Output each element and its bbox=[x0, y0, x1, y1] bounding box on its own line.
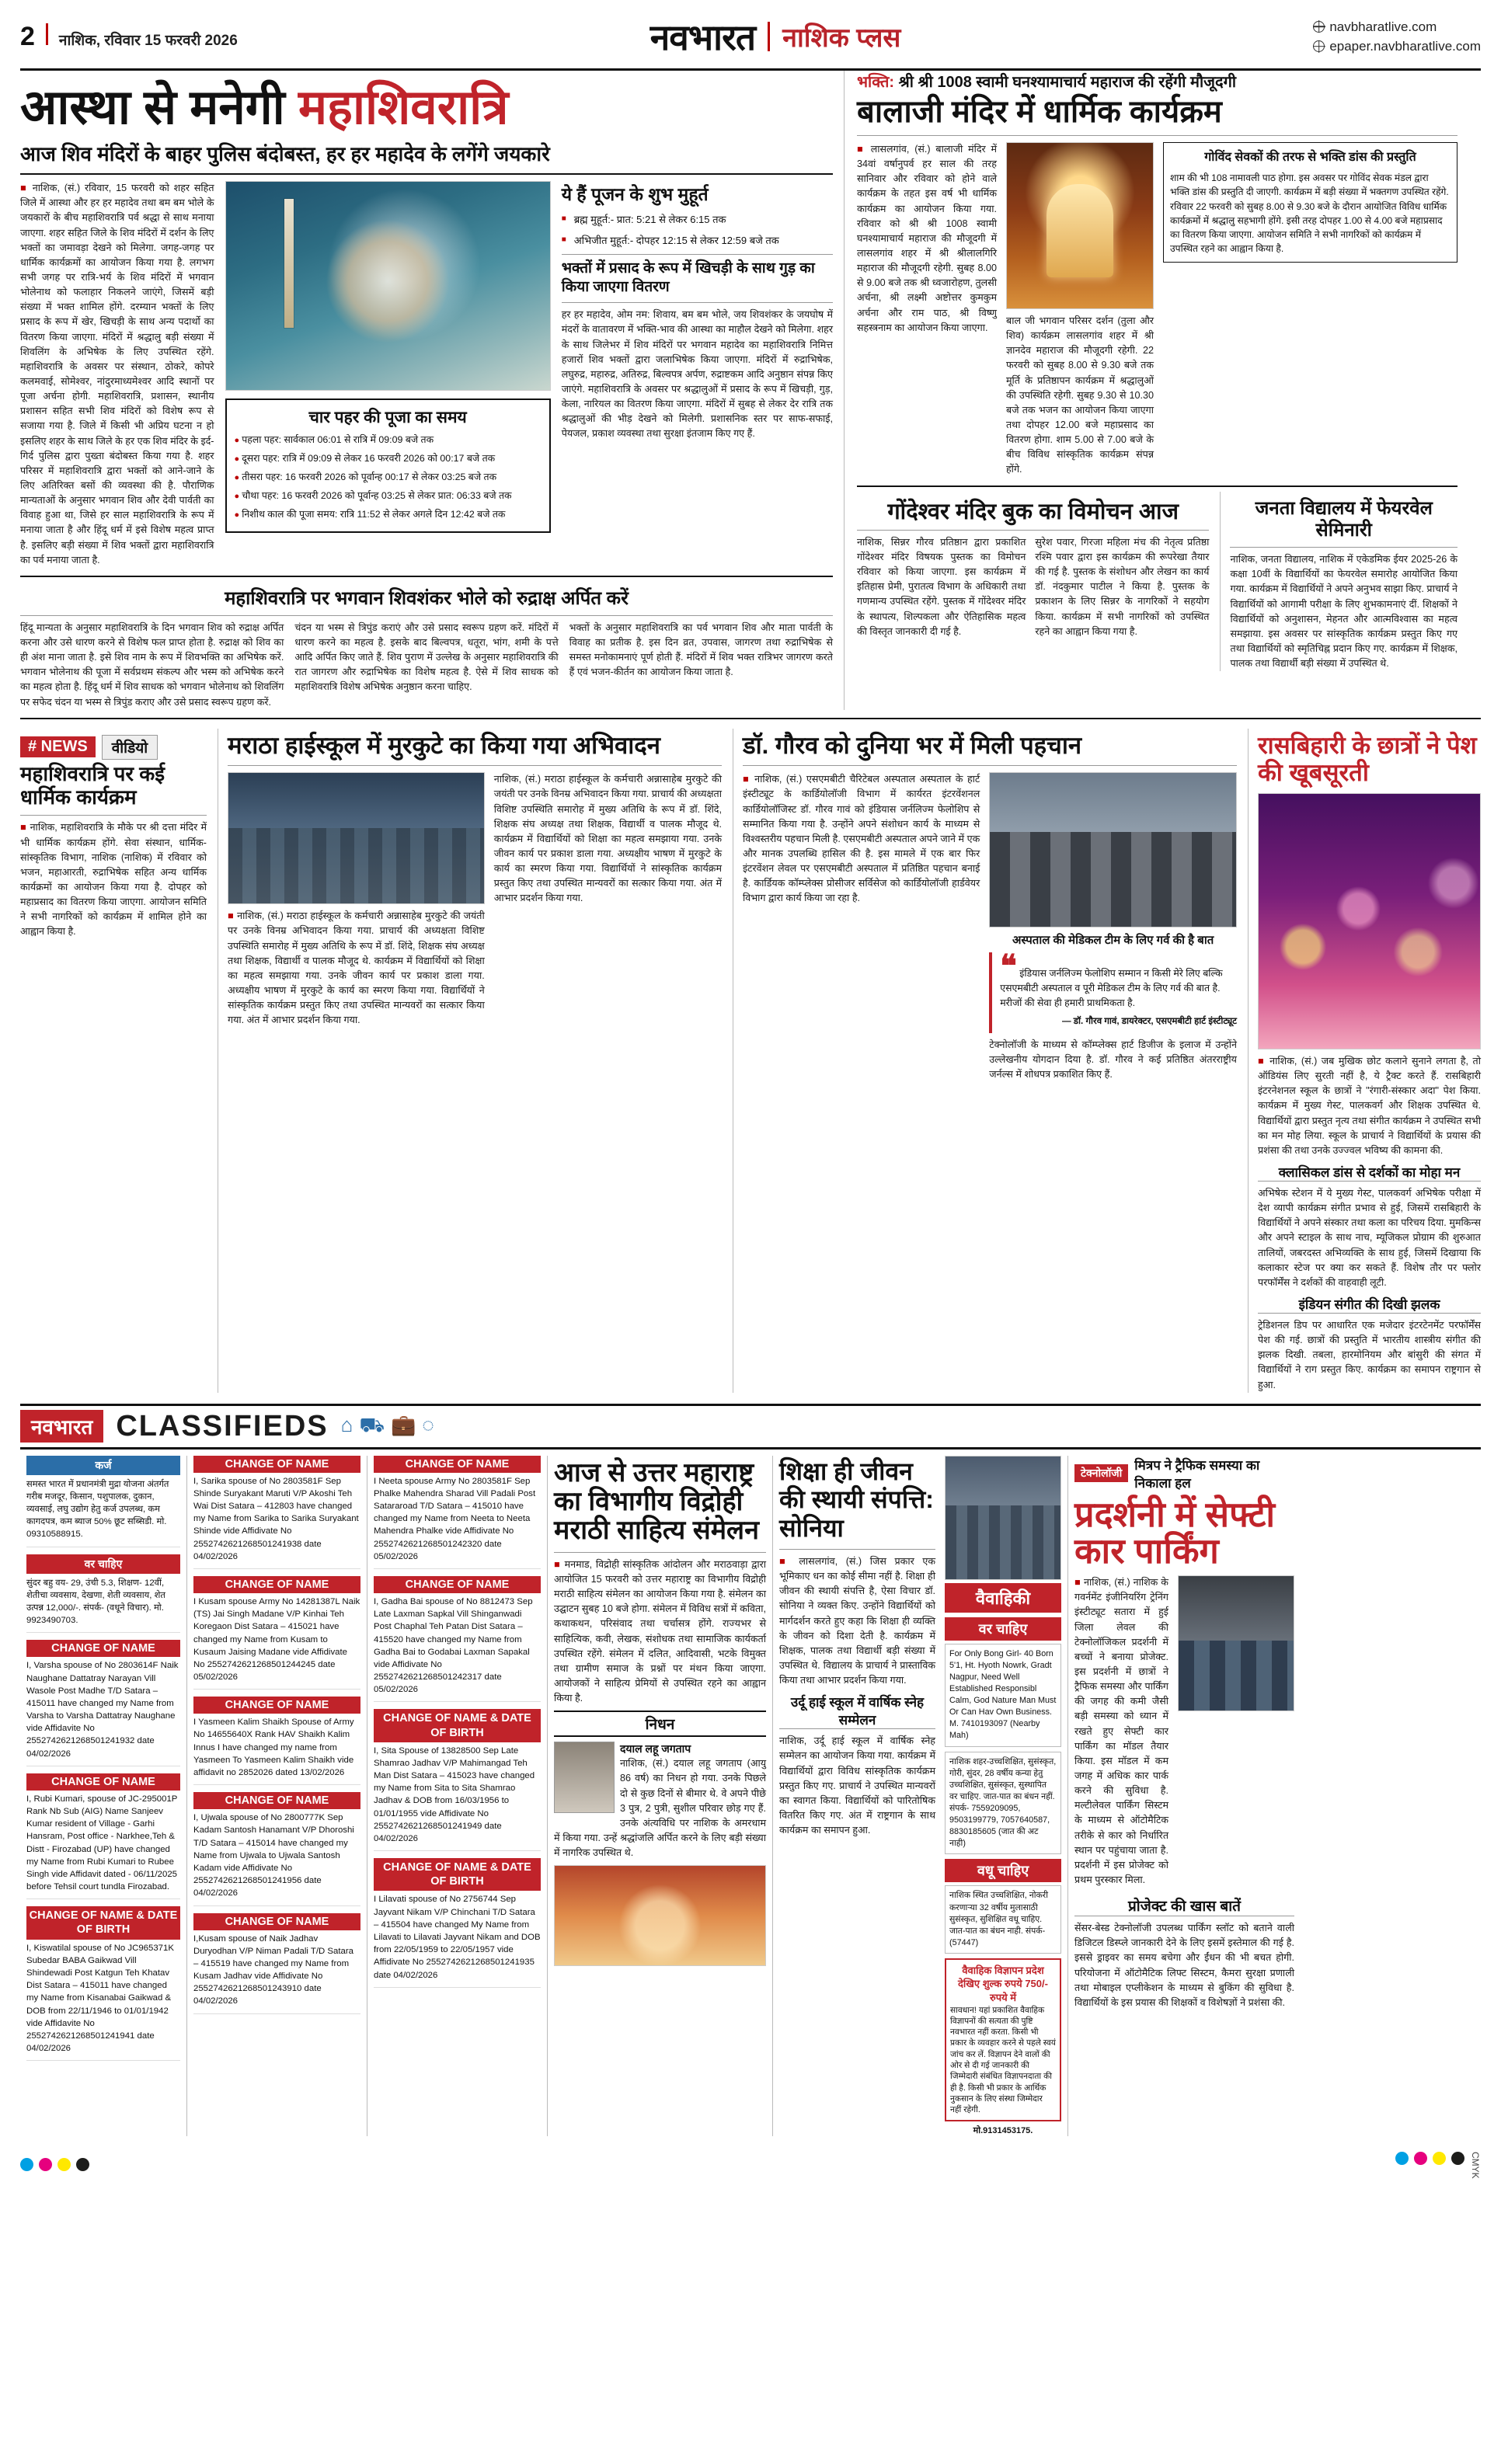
bhakti-row bbox=[857, 142, 1457, 478]
ad-head: CHANGE OF NAME bbox=[193, 1913, 360, 1930]
masthead-divider bbox=[46, 23, 48, 45]
cmyk-label: CMYK bbox=[1470, 2151, 1481, 2179]
lead-subhead: आज शिव मंदिरों के बाहर पुलिस बंदोबस्त, हर हर महादेव के लगेंगे जयकारे bbox=[20, 142, 550, 166]
gondeshwar-col2: सुरेश पवार, गिरजा महिला मंच की नेतृत्व प्रतिष्ठा रश्मि पवार द्वारा इस कार्यक्रम की रूपरेखा तैयार की गई है. पुस्तक के संशोधन और लेखन का कार्य डॉ. नंदकुमार पाटील ने किया है. पुस्तक के प्रकाशन के लिए सिन्नर के नागरिकों ने सहयोग किया. कार्यक्रम में सभी नागरिकों को उपस्थित रहने का आह्वान किया गया है. bbox=[1035, 536, 1210, 637]
home-icon: ⌂ bbox=[340, 1412, 353, 1436]
muhurt-item: ■ अभिजीत मुहूर्त:- दोपहर 12:15 से लेकर 12:59 बजे तक bbox=[562, 233, 833, 249]
gondeshwar-title: गोंदेश्वर मंदिर बुक का विमोचन आज bbox=[887, 499, 1179, 524]
janata-title: जनता विद्यालय में फेयरवेल सेमिनारी bbox=[1255, 497, 1433, 541]
gondeshwar-janata-row bbox=[857, 492, 1457, 672]
lead-row bbox=[20, 181, 833, 568]
gaonv-subhead: अस्पताल की मेडिकल टीम के लिए गर्व की है बात bbox=[1012, 934, 1214, 948]
website-main[interactable]: navbharatlive.com bbox=[1329, 19, 1437, 34]
feature-row bbox=[20, 729, 1481, 1393]
vadhu-chahiye-bar: वधू चाहिए bbox=[945, 1859, 1061, 1882]
ad-body: I, Gadha Bai spouse of No 8812473 Sep Late Laxman Sapkal Vill Shinganwadi Post Chaphal Teh Patan Dist Satara – 415520 have changed my Name from Gadha Bai to Godabai Laxman Sapakal vide Affidivate No 2552742621268501242317 date 05/02/2026 bbox=[374, 1596, 541, 1703]
divider bbox=[228, 765, 722, 766]
classified-column-1 bbox=[20, 1456, 186, 2136]
lead-body bbox=[20, 181, 214, 568]
classifieds-icons bbox=[341, 1413, 434, 1440]
maratha-body-cont: नाशिक, (सं.) मराठा हाईस्कूल के कर्मचारी अन्नासाहेब मुरकुटे की जयंती पर उनके विनम्र अभिवादन किया गया. प्राचार्य की अध्यक्षता विशिष्ट उपस्थिति समारोह में मुख्य अतिथि के रूप में डॉ. शिंदे, शिक्षक संघ अध्यक्ष तथा शिक्षक, विद्यार्थी व पालक मौजूद थे. कार्यक्रम में विद्यार्थियों को शिक्षा का महत्व समझाया गया. उनके जीवन कार्य पर प्रकाश डाला गया. अध्यक्षीय भाषण में मुरकुटे के कार्य का स्मरण किया गया. विद्यार्थियों ने सांस्कृतिक कार्यक्रम प्रस्तुत किए तथा उपस्थित मान्यवरों का सत्कार किया गया. अंत में आभार प्रदर्शन किया गया. bbox=[493, 774, 722, 904]
bhakti-col2-text: बाल जी भगवान परिसर दर्शन (तुला और शिव) कार्यक्रम लासलगांव शहर में श्री ज्ञानदेव महाराज की मौजूदगी रहेगी. 22 फरवरी को सुबह 8.00 से 9.30 बजे तक मूर्ति के प्रतिष्ठापन कार्यक्रम में श्रद्धालुओं की उपस्थिति रहेगी. सुबह 9.30 से 10.30 बजे तक भजन का आयोजन किया जाएगा तथा दोपहर 12.00 बजे महाप्रसाद का वितरण होगा. शाम 5.00 से 7.00 बजे के बीच विविध सांस्कृतिक कार्यक्रम संपन्न होंगे. bbox=[1006, 315, 1154, 475]
divider bbox=[562, 254, 833, 255]
parking-headline: प्रदर्शनी में सेफ्टी कार पार्किंग bbox=[1074, 1494, 1276, 1571]
classifieds-title: CLASSIFIEDS bbox=[116, 1409, 329, 1443]
classifieds-body bbox=[20, 1456, 1481, 2136]
ad-head: CHANGE OF NAME bbox=[374, 1456, 541, 1473]
lead-headline bbox=[20, 82, 833, 134]
maratha-headline: मराठा हाईस्कूल में मुरकुटे का किया गया अभिवादन bbox=[228, 731, 660, 759]
lead-text-col bbox=[20, 181, 214, 568]
bhakti-kicker-label: भक्ति: bbox=[857, 74, 895, 91]
rudraksh-col1: हिंदू मान्यता के अनुसार महाशिवरात्रि के दिन भगवान शिव को रुद्राक्ष अर्पित करना और उसे धारण करने से विशेष फल प्राप्त होता है. रुद्राक्ष को शिव का ही अंश माना जाता है. इसे शिव नाम के रूप में शिवभक्ति का अभिषेक करें. भगवान भोलेनाथ की पूजा में सर्वप्रथम संकल्प और भस्म को अभिषेक करने का महत्व होता है. हिंदू धर्म में शिव साधक को भगवान भोलेनाथ को शिवलिंग पर सफेद चंदन या भस्म से त्रिपुंड कराए और उसे प्रसाद स्वरूप ग्रहण करें. bbox=[20, 621, 284, 708]
list-item: ● निशीथ काल की पूजा समय: रात्रि 11:52 से लेकर अगले दिन 12:42 बजे तक bbox=[235, 507, 542, 523]
ad-body: I, Varsha spouse of No 2803614F Naik Naughane Dattatray Narayan Vill Wasole Post Madhe T/D Satara – 415011 have changed my Name from Varsha to Varsha Dattatray Naughane vide Affidavite No 2552742621268501241932 date 04/02/2026 bbox=[26, 1659, 180, 1766]
color-dots-right bbox=[1395, 2152, 1481, 2179]
car-icon: ⛟ bbox=[359, 1412, 385, 1436]
exhibition-photo bbox=[1178, 1575, 1294, 1711]
lead-photo-col bbox=[225, 181, 551, 568]
gaonv-body2: टेक्नोलॉजी के माध्यम से कॉम्प्लेक्स हार्ट डिजीज के इलाज में उन्होंने उल्लेखनीय योगदान दिया है. डॉ. गौरव ने कई प्रतिष्ठित अंतरराष्ट्रीय जर्नल्स में शोधपत्र प्रकाशित किए हैं. bbox=[989, 1039, 1237, 1080]
lead-headline-part1: आस्था से मनेगी bbox=[20, 81, 298, 134]
project-highlights-body: सेंसर-बेस्ड टेक्नोलॉजी उपलब्ध पार्किंग स्लॉट को बताने वाली डिजिटल डिस्प्ले जानकारी देने के लिए इसमें इस्तेमाल की गई है. इससे ड्राइवर का समय बचेगा और ईंधन की भी बचत होगी. परियोजना में ऑटोमैटिक लिफ्ट सिस्टम, कैमरा सुरक्षा प्रणाली तथा मोबाइल एप्लीकेशन के माध्यम से बुकिंग की सुविधा है. विद्यार्थियों के इस प्रयास की शिक्षकों व विशेषज्ञों ने प्रशंसा की. bbox=[1074, 1923, 1294, 2008]
matrimonial-warning bbox=[945, 1958, 1061, 2121]
bhakti-col2 bbox=[1006, 142, 1154, 478]
project-highlights-title: प्रोजेक्ट की खास बातें bbox=[1127, 1898, 1242, 1916]
divider bbox=[857, 485, 1457, 487]
page-number: 2 bbox=[20, 21, 35, 51]
divider bbox=[1230, 547, 1457, 548]
quote-icon: ❝ bbox=[1000, 949, 1017, 984]
obituary-photo bbox=[554, 1742, 615, 1813]
classified-column-4 bbox=[547, 1456, 772, 2136]
website-epaper[interactable]: epaper.navbharatlive.com bbox=[1329, 39, 1481, 54]
color-dots-left bbox=[20, 2158, 89, 2171]
ad-body: I Lilavati spouse of No 2756744 Sep Jayvant Nikam V/P Chinchani T/D Satara – 415504 have changed My Name from Lilavati to Lilavati Jayvant Nikam and DOB from 22/05/1959 to 22/05/1957 vide Affidivate No 2552742621268501241935 date 04/02/2026 bbox=[374, 1893, 541, 1987]
obituary-header: निधन bbox=[554, 1711, 766, 1737]
obituary-block bbox=[554, 1742, 766, 1860]
divider bbox=[562, 302, 833, 303]
award-photo bbox=[989, 772, 1237, 927]
edition-name: नाशिक प्लस bbox=[782, 23, 901, 53]
ad-head: CHANGE OF NAME & DATE OF BIRTH bbox=[374, 1858, 541, 1891]
briefcase-icon: 💼 bbox=[391, 1412, 416, 1436]
top-section bbox=[20, 71, 1481, 710]
divider bbox=[857, 135, 1457, 136]
maratha-body: नाशिक, (सं.) मराठा हाईस्कूल के कर्मचारी अन्नासाहेब मुरकुटे की जयंती पर उनके विनम्र अभिवादन किया गया. प्राचार्य की अध्यक्षता विशिष्ट उपस्थिति समारोह में मुख्य अतिथि के रूप में डॉ. शिंदे, शिक्षक संघ अध्यक्ष तथा शिक्षक, विद्यार्थी व पालक मौजूद थे. कार्यक्रम में विद्यार्थियों को शिक्षा का महत्व समझाया गया. उनके जीवन कार्य पर प्रकाश डाला गया. अध्यक्षीय भाषण में मुरकुटे के कार्य का स्मरण किया गया. विद्यार्थियों ने सांस्कृतिक कार्यक्रम प्रस्तुत किए तथा उपस्थित मान्यवरों का सत्कार किया गया. अंत में आभार प्रदर्शन किया गया. bbox=[228, 910, 485, 1026]
muhurt-body: हर हर महादेव, ओम नम: शिवाय, बम बम भोले, जय शिवशंकर के जयघोष में मंदरों के वातावरण में भक्ति-भाव की आस्था का माहौल देखने को मिलेगा. शहर के साथ जिलेभर में शिव मंदिरों पर भगवान महादेव का महाशिवरात्रि निमित्त हजारों शिव भक्तों द्वारा जलाभिषेक किया जाएगा. मंदिरों में रुद्राभिषेक, लघुरुद्र, महारुद्र, अतिरुद्र, बिल्वपत्र अर्पण, रुद्राष्टकम आदि अनुष्ठान संपन्न किए जाएंगे. महाशिवरात्रि के अवसर पर श्रद्धालुओं में प्रसाद के रूप में खिचड़ी, गुड़, केला, नारियल का वितरण किया जाएगा. मंदिरों में सुबह से लेकर देर रात्रि तक श्रद्धालुओं की भीड़ देखने को मिलेगी. प्रशासनिक स्तर पर साफ-सफाई, पेयजल, प्रकाश व्यवस्था तथा सुरक्षा इंतजाम किए गए हैं. bbox=[561, 309, 833, 440]
temple-photo bbox=[1006, 142, 1154, 309]
rudraksh-col2: चंदन या भस्म से त्रिपुंड कराएं और उसे प्रसाद स्वरूप ग्रहण करें. मंदिरों में धारण करने का महत्व है. इसके बाद बिल्वपत्र, धतूरा, भांग, शमी के पत्ते आदि अर्पित किए जाते हैं. शिव पुराण में उल्लेख के अनुसार महाशिवरात्रि की रात जागरण और रुद्राभिषेक का विशेष महत्व है. ऐसे में शिव साधक को महाशिवरात्रि विशेष अभिषेक अनुष्ठान करना चाहिए. bbox=[294, 621, 559, 693]
matrimonial-header: वैवाहिकी bbox=[945, 1583, 1061, 1613]
ad-body: I Yasmeen Kalim Shaikh Spouse of Army No 14655640X Rank HAV Shaikh Kalim Innus I have changed my name from Yasmeen To Yasmeen Kalim Shaikh vide affidavit no 2852026 dated 13/02/2026 bbox=[193, 1716, 360, 1785]
contact-phone: मो.9131453175. bbox=[973, 2125, 1033, 2135]
ad-body: I, Sita Spouse of 13828500 Sep Late Shamrao Jadhav V/P Mahimangad Teh Man Dist Satara – 415023 have changed my Name from Sita to Sita Shamrao Jadhav & DOB from 16/03/1956 to 01/01/1955 vide Affidivate No 2552742621268501241949 date 04/02/2026 bbox=[374, 1745, 541, 1852]
rasbihari-sub1-title: क्लासिकल डांस से दर्शकों का मोहा मन bbox=[1278, 1164, 1461, 1180]
ad-body: I, Sarika spouse of No 2803581F Sep Shinde Suryakant Maruti V/P Akoshi Teh Wai Dist Satara – 412803 have changed my Name from Sarika to Sarika Suryakant Shinde vide Affidivate No 2552742621268501241938 date 04/02/2026 bbox=[193, 1475, 360, 1569]
gondeshwar-block bbox=[857, 492, 1209, 672]
ad-strip-karj: कर्ज bbox=[26, 1456, 180, 1475]
muhurt-subhead: भक्तों में प्रसाद के रूप में खिचड़ी के साथ गुड़ का किया जाएगा वितरण bbox=[561, 259, 815, 295]
ad-body: I, Kiswatilal spouse of No JC965371K Subedar BABA Gaikwad Vill Shindewadi Post Katgun Teh Khatav Dist Satara – 415011 have changed my Name from Kisanabai Gaikwad & DOB from 22/11/1946 to 01/01/1942 vide Affidavite No 2552742621268501241941 date 04/02/2026 bbox=[26, 1942, 180, 2062]
bhakti-kicker-text: श्री श्री 1008 स्वामी घनश्यामाचार्य महाराज की रहेंगी मौजूदगी bbox=[898, 74, 1237, 91]
bhakti-col3 bbox=[1163, 142, 1457, 478]
news-strip-title: महाशिवरात्रि पर कई धार्मिक कार्यक्रम bbox=[20, 761, 165, 809]
bhakti-kicker bbox=[857, 71, 1457, 92]
rasbihari-headline: रासबिहारी के छात्रों ने पेश की खूबसूरती bbox=[1258, 731, 1477, 787]
divider bbox=[554, 1552, 766, 1553]
govind-dance-body: शाम की भी 108 नामावली पाठ होगा. इस अवसर पर गोविंद सेवक मंडल द्वारा भक्ति डांस की प्रस्तुति दी जाएगी. कार्यक्रम में बड़ी संख्या में भक्तगण उपस्थित रहेंगे. रविवार 22 फरवरी को सुबह 8.00 से 9.30 बजे के दौरान आयोजित विविध धार्मिक कार्यक्रमों में श्रद्धालु सहभागी होंगे. इसी तरह दोपहर 1.00 से 4.00 बजे महाप्रसाद का वितरण किया जाएगा. आयोजन समिति ने सभी नागरिकों को कार्यक्रम में उपस्थित रहने का आह्वान किया है. bbox=[1170, 172, 1449, 255]
govind-dance-box bbox=[1163, 142, 1457, 263]
classifieds-header bbox=[20, 1404, 1481, 1450]
color-dot-cyan bbox=[20, 2158, 33, 2171]
var-chahiye-bar: वर चाहिए bbox=[945, 1617, 1061, 1641]
lead-headline-highlight: महाशिवरात्रि bbox=[298, 81, 509, 134]
rasbihari-sub1-body: अभिषेक स्टेशन में ये मुख्य गेस्ट, पालकवर्ग अभिषेक परीक्षा में देश व्यापी कार्यक्रम संगीत प्रभाव से हुई, जिसमें रासबिहारी के विद्यार्थियों ने अपने संस्कार तथा कला का परिचय दिया. मुमकिन्स और अपने स्टाइल के साथ नाच, म्यूजिकल प्रोग्राम की शुरुआत तालियों, जबरदस्त अभिव्यक्ति के साथ हुई, जिसमें दिखाया कि कलाकार स्टेज पर क्या कर सकते हैं. विशेष तौर पर फ्लोर परफॉर्मेंस ने दर्शकों की वाहवाही लूटी. bbox=[1258, 1187, 1481, 1288]
ad-head: CHANGE OF NAME bbox=[26, 1773, 180, 1791]
janata-block bbox=[1220, 492, 1457, 672]
obituary-body: नाशिक, (सं.) दयाल लहू जगताप (आयु 86 वर्ष) का निधन हो गया. उनके पिछले दो से कुछ दिनों से बीमार थे. वे अपने पीछे 3 पुत्र, 2 पुत्री, सुशील परिवार छोड़ गए हैं. उनके अंत्यविधि पर नाशिक के अमरधाम में किया गया. उन्हें श्रद्धांजलि अर्पित करने के लिए बड़ी संख्या में नागरिक उपस्थित थे. bbox=[554, 1758, 766, 1859]
divider bbox=[20, 718, 1481, 719]
gaonv-block bbox=[733, 729, 1237, 1393]
warning-body: सावधान! यहां प्रकाशित वैवाहिक विज्ञापनों की सत्यता की पुष्टि नवभारत नहीं करता. किसी भी प्रकार के व्यवहार करने से पहले स्वयं जांच कर लें. विज्ञापन देने वालों की ओर से दी गई जानकारी की जिम्मेदारी संबंधित विज्ञापनदाता की ही है. किसी भी प्रकार के आर्थिक नुकसान के लिए संस्था जिम्मेदार नहीं रहेगी. bbox=[950, 2005, 1056, 2115]
sonia-body: लासलगांव, (सं.) जिस प्रकार एक भूमिकाए धन का कोई सीमा नहीं है. शिक्षा ही जीवन की स्थायी संपत्ति है, ऐसा विचार डॉ. सोनिया ने व्यक्त किए. उन्होंने विद्यार्थियों को मार्गदर्शन करते हुए कहा कि शिक्षा ही व्यक्ति के जीवन को दिशा देती है. कार्यक्रम में शिक्षक, पालक तथा विद्यार्थी बड़ी संख्या में उपस्थित थे. विद्यालय के प्राचार्य ने प्रास्ताविक किया तथा आभार प्रदर्शन किया गया. bbox=[779, 1556, 936, 1686]
ad-head: CHANGE OF NAME bbox=[26, 1640, 180, 1657]
gondeshwar-col1: नाशिक, सिन्नर गौरव प्रतिष्ठान द्वारा प्रकाशित गोंदेश्वर मंदिर विषयक पुस्तक का विमोचन रविवार को किया जाएगा. इस कार्यक्रम में इतिहास प्रेमी, पुरातत्व विभाग के अधिकारी तथा गणमान्य उपस्थित रहेंगे. पुस्तक में गोंदेश्वर मंदिर के स्थापत्य, शिल्पकला और ऐतिहासिक महत्व की विस्तृत जानकारी दी गई है. bbox=[857, 536, 1026, 637]
color-dot-magenta bbox=[1414, 2152, 1427, 2165]
ad-head: CHANGE OF NAME bbox=[193, 1697, 360, 1714]
janata-body: नाशिक, जनता विद्यालय, नाशिक में एकेडमिक ईयर 2025-26 के कक्षा 10वीं के विद्यार्थियों का फेयरवेल समारोह आयोजित किया गया. कार्यक्रम में विद्यार्थियों ने अपने अनुभव साझा किए. प्राचार्य ने विद्यार्थियों को आगामी परीक्षा के लिए शुभकामनाएं दीं. शिक्षकों ने विद्यार्थियों को अनुशासन, मेहनत और आत्मविश्वास का महत्व समझाया. इस अवसर पर सांस्कृतिक कार्यक्रम प्रस्तुत किए गए तथा विद्यार्थियों को स्मृतिचिह्न प्रदान किए गए. कार्यक्रम में शिक्षक, पालक तथा विद्यार्थी बड़ी संख्या में उपस्थित थे. bbox=[1230, 554, 1457, 670]
color-dot-yellow bbox=[1433, 2152, 1446, 2165]
list-item: ● चौथा पहर: 16 फरवरी 2026 को पूर्वान्ह 03:25 से लेकर प्रात: 06:33 बजे तक bbox=[235, 489, 542, 504]
classified-column-2 bbox=[186, 1456, 367, 2136]
parking-body: नाशिक, (सं.) नाशिक के गवर्नमेंट इंजीनियरिंग ट्रेनिंग इंस्टीट्यूट सतारा में हुई जिला लेवल की टेक्नोलॉजिकल प्रदर्शनी में बच्चों ने बनाया प्रोजेक्ट. इस प्रदर्शनी में छात्रों ने ट्रैफिक समस्या और पार्किंग की जगह की कमी जैसी बड़ी समस्या को ध्यान में रखते हुए सेफ्टी कार पार्किंग का मॉडल तैयार किया. इस मॉडल में कम जगह में अधिक कार पार्क करने की सुविधा है. मल्टीलेवल पार्किंग सिस्टम के माध्यम से ऑटोमैटिक तरीके से कार को निर्धारित स्थान पर पहुंचाया जाता है. प्रदर्शनी में इस प्रोजेक्ट को प्रथम पुरस्कार मिला. bbox=[1074, 1577, 1168, 1885]
puja-time-box bbox=[225, 398, 551, 533]
news-strip-block bbox=[20, 729, 207, 1393]
muhurt-title: ये हैं पूजन के शुभ मुहूर्त bbox=[561, 184, 709, 205]
rasbihari-block bbox=[1248, 729, 1481, 1393]
urdu-school-title: उर्दू हाई स्कूल में वार्षिक स्नेह सम्मेलन bbox=[790, 1695, 925, 1728]
technology-tag: टेक्नोलॉजी bbox=[1074, 1464, 1128, 1482]
classified-column-5 bbox=[772, 1456, 1067, 2136]
matrimonial-ad-3: नाशिक स्थित उच्चशिक्षित, नोकरी करणार्‍या 32 वर्षीय मुलासाठी सुसंस्कृत, सुशिक्षित वधू चाहिए. जात-पात का बंधन नाही. संपर्क- (57447) bbox=[945, 1885, 1061, 1954]
ad-head: CHANGE OF NAME bbox=[193, 1792, 360, 1809]
color-dot-yellow bbox=[57, 2158, 71, 2171]
list-item: ● तीसरा पहर: 16 फरवरी 2026 को पूर्वान्ह 00:17 से लेकर 03:25 बजे तक bbox=[235, 470, 542, 485]
bhakti-block bbox=[844, 71, 1457, 710]
ad-head: CHANGE OF NAME & DATE OF BIRTH bbox=[26, 1906, 180, 1939]
bhakti-col1-text: लासलगांव, (सं.) बालाजी मंदिर में 34वां वर्षानुपर्व हर साल की तरह सानिवार और रविवार को होने वाले कार्यक्रम के तहत इस वर्ष भी धार्मिक कार्यक्रम का आयोजन किया गया. रविवार को श्री श्री 1008 स्वामी घनश्यामाचार्य महाराज की मौजूदगी में लासलगांव शहर में श्री श्रीलालगिरि महाराज की मौजूदगी रहेगी. सुबह 8.00 से 9.00 बजे तक श्री ध्वजारोहण, तुलसी अर्चना, श्री लक्ष्मी अष्टोत्तर कुमकुम अर्चना और राम पाठ, श्री विष्णु सहस्त्रनाम का आयोजन किया जाएगा. bbox=[857, 144, 998, 333]
gaonv-quote-attr: — डॉ. गौरव गावं, डायरेक्टर, एसएमबीटी हार्ट इंस्टीट्यूट bbox=[1061, 1016, 1237, 1027]
video-badge[interactable]: वीडियो bbox=[102, 735, 158, 760]
masthead-websites bbox=[1313, 17, 1481, 57]
masthead-logo-area bbox=[650, 12, 901, 61]
gaonv-quote bbox=[989, 949, 1237, 1032]
gaonv-body: नाशिक, (सं.) एसएमबीटी चैरिटेबल अस्पताल अस्पताल के हार्ट इंस्टीट्यूट के कार्डियोलॉजी विभाग में कार्यरत इंटरवेंशनल कार्डियोलॉजिस्ट डॉ. गौरव गावं को इंडियास जर्नलिज्म फेलोशिप से सम्मानित किया गया है. उन्होंने अपने संशोधन कार्य के माध्यम से विश्वस्तरीय पहचान मिली है. एसएमबीटी अस्पताल अपने जाने में एक और मानक उपलब्धि हासिल की है. इस मामले में एक बार फिर इंटरवेंशन लेवल पर एसएमबीटी अस्पताल में प्रतिष्ठित पहचान बनाई है. कार्डियक कॉम्प्लेक्स प्रोसीजर सर्विसेज को कार्डियोलॉजी हार्डवेयर विभाग द्वारा कार्य किया जा रहा है. bbox=[743, 774, 980, 904]
color-dot-magenta bbox=[39, 2158, 52, 2171]
divider bbox=[1258, 1181, 1481, 1182]
ad-body: I, Rubi Kumari, spouse of JC-295001P Rank Nb Sub (AIG) Name Sanjeev Kumar resident of Village - Garhi Hansram, Post office - Narkhee,Teh & Distt - Firozabad (UP) have changed my Name from Rubi Kumari to Rubee Singh vide Affidavit dated - 06/11/2025 before Tehsil court tundla Firozabad. bbox=[26, 1793, 180, 1900]
ad-body: I Kusam spouse Army No 14281387L Naik (TS) Jai Singh Madane V/P Kinhai Teh Koregaon Dist Satara – 415021 have changed my Name from Kusam to Kusaum Jaising Madane vide Affidivate No 2552742621268501244245 date 05/02/2026 bbox=[193, 1596, 360, 1690]
publication-logo: नवभारत bbox=[650, 17, 756, 57]
urdu-school-body: नाशिक, उर्दू हाई स्कूल में वार्षिक स्नेह सम्मेलन का आयोजन किया गया. कार्यक्रम में विद्यार्थियों द्वारा विविध सांस्कृतिक कार्यक्रम प्रस्तुत किए गए. प्राचार्य ने उपस्थित मान्यवरों का स्वागत किया. विद्यार्थियों को पारितोषिक वितरित किए गए. अंत में राष्ट्रगान के साथ कार्यक्रम का समापन हुआ. bbox=[779, 1735, 935, 1836]
globe-icon bbox=[1313, 21, 1325, 33]
lead-body-text: नाशिक, (सं.) रविवार, 15 फरवरी को शहर सहित जिले में आस्था और हर हर महादेव तथा बम बम भोले के जयकारों के बीच महाशिवरात्रि पर्व श्रद्धा से साथ मनाया जाएगा. शहर सहित जिले के शिव मंदिरों में दर्शन के लिए भक्तों का जमावड़ा देखने को मिलेगा. जगह-जगह पर धार्मिक कार्यक्रमों का आयोजन किया गया है. लगभग सभी जगह पर रात्रि-भर्य के शिव मंदिरों में भगवान भोलेनाथ को फलाहार निकलने जाएंगे, जिसमें बड़ी संख्या में भक्त शामिल होंगे. दरम्यान भक्तों के लिए प्रसाद के रूप में खेर, खिचड़ी के साथ अन्य पदार्थो का वितरण किया जाएगा. मंदिरों में श्रद्धालु बड़ी संख्या में शिवलिंग के अभिषेक के लिए उपस्थित रहेंगे. महाशिवरात्रि के अवसर पर संस्थान, ठोकरे, कोपरे कलमवाई, सोमेश्वर, नांदुरमाध्यमेश्वर आदि स्थानों पर पूजा अर्चना होगी. महाशिवरात्रि, प्रशासन, स्थानीय प्रशासन सहित सभी शिव मंदिरों को विशेष रूप से सजाया गया है. जिले में किसी भी अप्रिय घटना न हो इसलिए शहर के साथ जिले के हर एक शिव मंदिर के इर्द-गिर्द पुलिस द्वारा पुख्ता बंदोबस्त किया गया है. शहर परिसर में महाशिवरात्रि द्वारा भक्तों को आने-जाने के लिए अतिरिक्त बसों की व्यवस्था की है. पौराणिक मान्यताओं के अनुसार भगवान शिव और देवी पार्वती का विवाह हुआ था, जिसे हर साल महाशिवरात्रि के रूप में मनाया जाता है और हिंदू धर्म में इसे विशेष महत्व प्राप्त है. इसलिए बड़ी संख्या में शिव भक्तों द्वारा महाशिवरात्रि का पर्व मनाया जाता है. bbox=[20, 183, 214, 566]
ad-head: CHANGE OF NAME bbox=[374, 1576, 541, 1593]
ad-body: I Neeta spouse Army No 2803581F Sep Phalke Mahendra Sharad Vill Padali Post Satararoad T/D Satara – 415010 have changed my Name from Neeta to Neeta Mahendra Phalke vide Affidivate No 2552742621268501242320 date 05/02/2026 bbox=[374, 1475, 541, 1569]
footer-registration-marks bbox=[20, 2146, 1481, 2190]
divider bbox=[20, 173, 833, 175]
divider bbox=[1258, 1313, 1481, 1314]
muhurt-col bbox=[562, 181, 833, 568]
bhakti-headline: बालाजी मंदिर में धार्मिक कार्यक्रम bbox=[857, 95, 1222, 129]
news-tag bbox=[20, 735, 207, 760]
lead-story-block bbox=[20, 71, 844, 710]
divider bbox=[857, 530, 1209, 531]
warning-title: वैवाहिक विज्ञापन प्रदेश देखिए शुल्क रुपये 750/- रुपये में bbox=[958, 1964, 1048, 2004]
classifieds-brand: नवभारत bbox=[20, 1410, 103, 1443]
color-dot-black bbox=[76, 2158, 89, 2171]
dateline: नाशिक, रविवार 15 फरवरी 2026 bbox=[58, 32, 238, 49]
ad-body: सुंदर बहु वय- 29, उंची 5.3, शिक्षण- 12वीं, शेतीचा व्यवसाय, देखणा, शेती व्यवसाय, शेत उत्पन्न 12,000/-. संपर्क- (वधूने विचार). मो. 9923490703. bbox=[26, 1577, 180, 1634]
muhurt-item: ■ ब्रह्म मुहूर्त:- प्रात: 5:21 से लेकर 6:15 तक bbox=[562, 212, 833, 228]
rasbihari-body: नाशिक, (सं.) जब मुखिक छोट कलाने सुनाने लगता है, तो ऑडियंस लिए सुरती नहीं है, ये ट्रैक्ट करते हैं. रासबिहारी इंटरनेशनल स्कूल के छात्रों ने "रंगारी-संस्कार अदा" पेश किया. कार्यक्रम में मुख्य गेस्ट, पालकवर्ग और शिक्षक उपस्थित थे. विद्यार्थियों द्वारा प्रस्तुत नृत्य तथा संगीत कार्यक्रम ने उपस्थित सभी का मन मोह लिया. स्कूल के प्राचार्य ने विद्यार्थियों के प्रयास की प्रशंसा की तथा उनके उज्ज्वल भविष्य की कामना की. bbox=[1258, 1055, 1481, 1156]
gaonv-quote-text: इंडियास जर्नलिज्म फेलोशिप सम्मान न किसी मेरे लिए बल्कि एसएमबीटी अस्पताल व पूरी मेडिकल टीम के लिए गर्व की बात है. मरीजों की सेवा ही हमारी प्राथमिकता है. bbox=[1000, 968, 1223, 1008]
maratha-block bbox=[218, 729, 722, 1393]
maratha-photo bbox=[228, 772, 485, 904]
ad-head: CHANGE OF NAME & DATE OF BIRTH bbox=[374, 1709, 541, 1742]
divider bbox=[20, 576, 833, 577]
rudraksh-columns bbox=[20, 621, 833, 710]
rasbihari-sub2-title: इंडियन संगीत की दिखी झलक bbox=[1298, 1296, 1440, 1312]
rasbihari-sub2-body: ट्रेडिशनल डिप पर आधारित एक मजेदार इंटरटेनमेंट परफॉर्मेंस पेश की गई. छात्रों की प्रस्तुति में भारतीय शास्त्रीय संगीत की झलक दिखी. तबला, हारमोनियम और बांसुरी की संगत में विद्यार्थियों ने राग प्रस्तुत किए. कार्यक्रम का समापन राष्ट्रगान से हुआ. bbox=[1258, 1319, 1481, 1390]
masthead bbox=[20, 0, 1481, 71]
news-hash-badge: # NEWS bbox=[20, 736, 96, 757]
rudraksh-col3: भक्तों के अनुसार महाशिवरात्रि का पर्व भगवान शिव और माता पार्वती के विवाह का प्रतीक है. इस दिन व्रत, उपवास, जागरण तथा रुद्राभिषेक से समस्त मनोकामनाएं पूर्ण होती हैं. मंदिरों में शिव भक्त रात्रिभर जागरण करते हैं एवं भजन-कीर्तन का आयोजन किया जाता है. bbox=[569, 621, 833, 678]
puja-box-title: चार पहर की पूजा का समय bbox=[308, 409, 467, 427]
color-dot-cyan bbox=[1395, 2152, 1409, 2165]
divider bbox=[20, 615, 833, 616]
list-item: ● दूसरा पहर: रात्रि में 09:09 से लेकर 16 फरवरी 2026 को 00:17 बजे तक bbox=[235, 451, 542, 467]
school-photo bbox=[945, 1456, 1061, 1580]
sammelan-title: आज से उत्तर महाराष्ट्र का विभागीय विद्रोही मराठी साहित्य संमेलन bbox=[554, 1457, 759, 1546]
dance-photo bbox=[1258, 793, 1481, 1049]
prasad-photo bbox=[554, 1865, 766, 1966]
sammelan-body: मनमाड, विद्रोही सांस्कृतिक आंदोलन और मराठवाड़ा द्वारा आयोजित 15 फरवरी को उत्तर महाराष्ट्र का विभागीय विद्रोही मराठी साहित्य संमेलन का आयोजन किया गया है. संमेलन का उद्घाटन सुबह 10 बजे होगा. संमेलन में विविध सत्रों में कविता, कथाकथन, परिसंवाद तथा चर्चासत्र होंगे. राज्यभर से साहित्यिक, कवी, लेखक, संशोधक तथा सामाजिक कार्यकर्ता उपस्थित रहेंगे. संमेलन में दलित, आदिवासी, भटके विमुक्त तथा ग्रामीण समाज के प्रश्नों पर मंथन किया जाएगा. आयोजकों ने साहित्य प्रेमियों से उपस्थित रहने का आह्वान किया है. bbox=[554, 1558, 766, 1704]
ad-body: समस्त भारत में प्रधानमंत्री मुद्रा योजना अंतर्गत गरीब मजदूर, किसान, पशुपालक, दुकान, व्यवसाई, लघु उद्योग हेतु कर्ज उपलब्ध, कम कागदपत्र, कम ब्याज 50% छूट सब्सिडी. मो. 09310588915. bbox=[26, 1478, 180, 1547]
matrimonial-ad-1: For Only Bong Girl- 40 Born 5'1, Ht. Hyoth Nowrk, Gradt Nagpur, Need Well Established Responsibl Calm, God Nature Man Must Or Can Hav Own Business. M. 7410193097 (Nearby Mah) bbox=[945, 1644, 1061, 1747]
obituary-name: दयाल लहू जगताप bbox=[620, 1742, 691, 1756]
divider bbox=[779, 1549, 935, 1550]
gaonv-headline: डॉ. गौरव को दुनिया भर में मिली पहचान bbox=[743, 731, 1082, 759]
masthead-left bbox=[20, 22, 238, 52]
sonia-title: शिक्षा ही जीवन की स्थायी संपत्ति: सोनिया bbox=[779, 1456, 934, 1543]
classified-column-6 bbox=[1067, 1456, 1301, 2136]
list-item: ● पहला पहर: सार्वकाल 06:01 से रात्रि में 09:09 बजे तक bbox=[235, 433, 542, 448]
classified-column-3 bbox=[367, 1456, 547, 2136]
bhakti-col1 bbox=[857, 142, 997, 478]
rudraksh-title: महाशिवरात्रि पर भगवान शिवशंकर भोले को रुद्राक्ष अर्पित करें bbox=[225, 587, 629, 609]
govind-dance-title: गोविंद सेवकों की तरफ से भक्ति डांस की प्रस्तुति bbox=[1204, 151, 1416, 164]
news-strip-body: नाशिक, महाशिवरात्रि के मौके पर श्री दत्ता मंदिर में भी धार्मिक कार्यक्रम होंगे. सेवा संस्थान, धार्मिक-सांस्कृतिक विभाग, नाशिक (नाशिक) में रविवार को भजन, महाआरती, रुद्राभिषेक सहित अन्य धार्मिक कार्यक्रमों का आयोजन किया गया है. दोपहर को महाप्रसाद का वितरण किया जाएगा. आयोजन समिति ने सभी नागरिकों को कार्यक्रम में शामिल होने का आह्वान किया है. bbox=[20, 822, 207, 938]
globe-icon bbox=[1313, 40, 1325, 52]
ad-strip-var-chahiye: वर चाहिए bbox=[26, 1554, 180, 1574]
ad-body: I,Kusam spouse of Naik Jadhav Duryodhan V/P Niman Padali T/D Satara – 415519 have changed my Name from Kusam Jadhav vide Affidivate No 2552742621268501243910 date 04/02/2026 bbox=[193, 1933, 360, 2014]
ad-body: I, Ujwala spouse of No 2800777K Sep Kadam Santosh Hanamant V/P Dhoroshi T/D Satara – 415014 have changed my Name from Ujwala to Ujwala Santosh Kadam vide Affidivate No 2552742621268501241956 date 04/02/2026 bbox=[193, 1811, 360, 1905]
color-dot-black bbox=[1451, 2152, 1464, 2165]
ad-head: CHANGE OF NAME bbox=[193, 1456, 360, 1473]
matrimonial-ad-2: नाशिक शहर-उच्चशिक्षित, सुसंस्कृत, गोरी, सुंदर, 28 वर्षीय कन्या हेतु उच्चशिक्षित, सुसंस्कृत, सुस्थापित वर चाहिए. जात-पात का बंधन नहीं. संपर्क- 7559209095, 9503199779, 7057640587, 8830185605 (जात की अट नाही) bbox=[945, 1752, 1061, 1855]
divider bbox=[779, 1728, 935, 1729]
divider bbox=[20, 815, 207, 816]
logo-pipe bbox=[768, 22, 770, 51]
divider bbox=[743, 765, 1237, 766]
puja-box-list bbox=[235, 433, 542, 522]
tech-kicker: मित्रप ने ट्रैफिक समस्या का निकाला हल bbox=[1134, 1457, 1260, 1491]
ad-head: CHANGE OF NAME bbox=[193, 1576, 360, 1593]
shiva-photo bbox=[225, 181, 551, 391]
ring-icon: ◌ bbox=[422, 1412, 434, 1436]
